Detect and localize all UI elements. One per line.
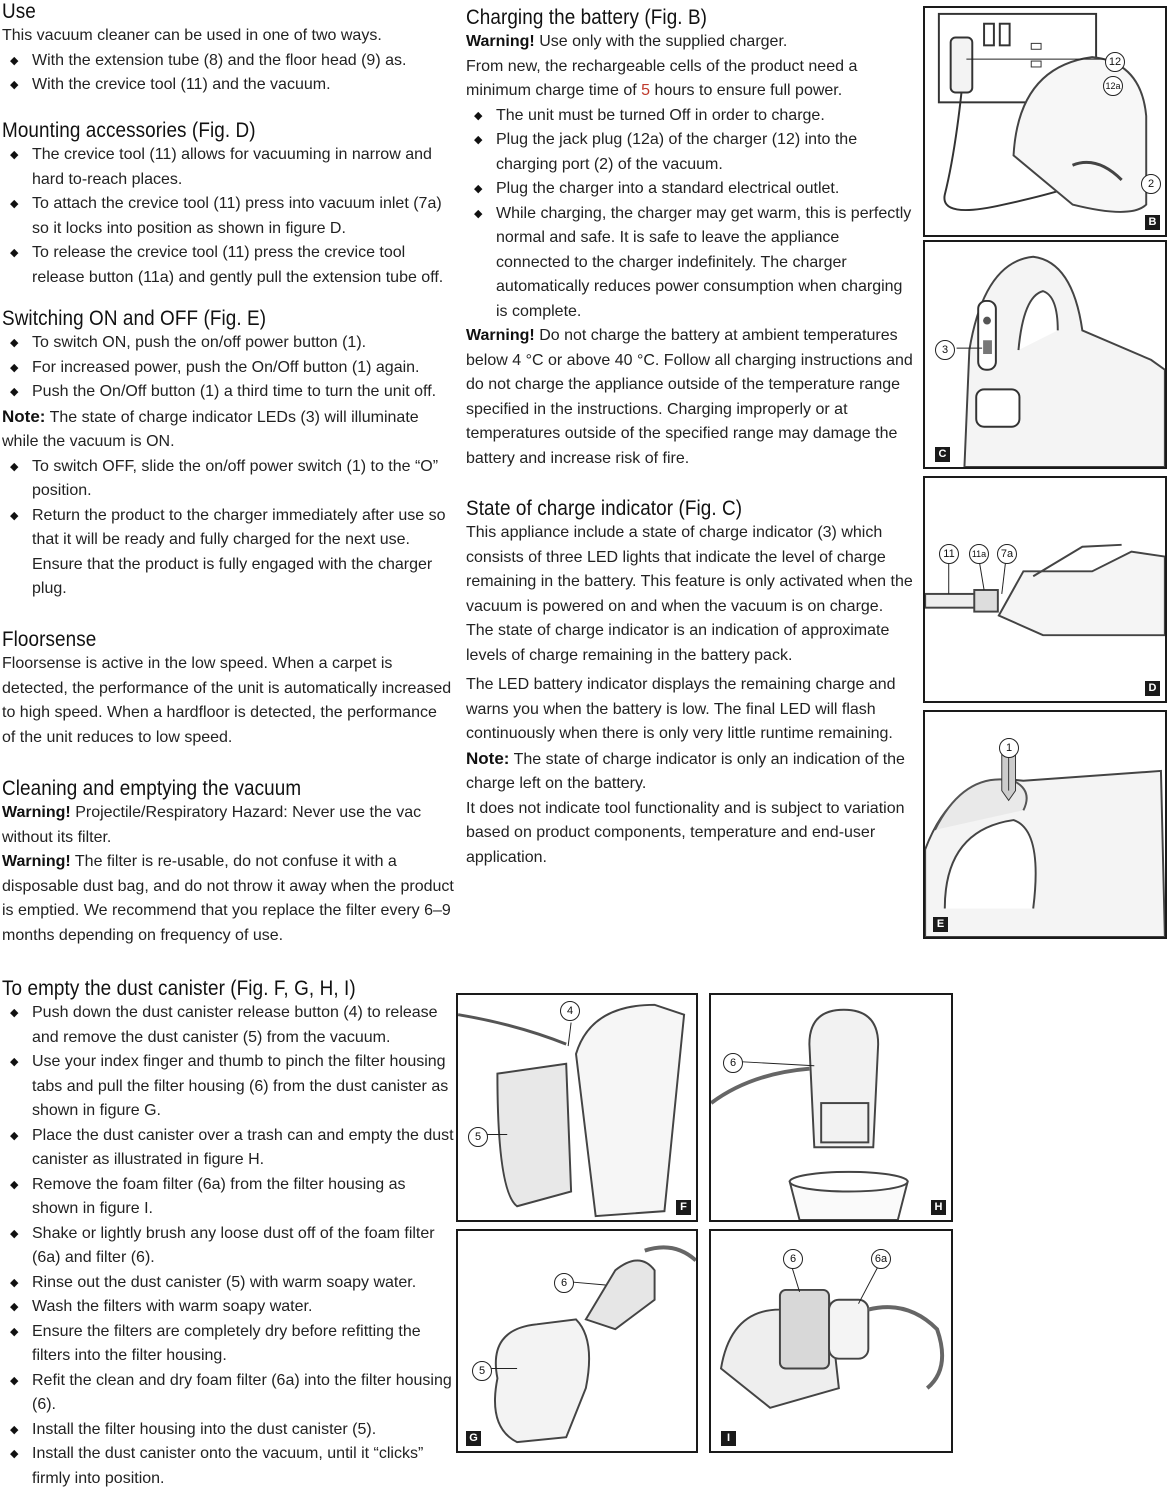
crevice-tool-illustration bbox=[925, 478, 1165, 701]
list-item: ◆ The unit must be turned Off in order to charge. bbox=[466, 104, 916, 129]
empty-list bbox=[2, 1001, 454, 1491]
callout-11a: 11a bbox=[969, 544, 989, 564]
cleaning-section bbox=[2, 777, 454, 948]
list-item: ◆ The crevice tool (11) allows for vacuuming in narrow and hard to-reach places. bbox=[2, 143, 454, 192]
list-item: ◆ To attach the crevice tool (11) press into vacuum inlet (7a) so it locks into position as shown in figure D. bbox=[2, 192, 454, 241]
list-item: ◆ Return the product to the charger immediately after use so that it will be ready and fully charged for the next use. Ensure that the product is fully engaged with the charger plug. bbox=[2, 504, 454, 602]
warning-label: Warning! bbox=[2, 853, 71, 870]
indicator-illustration bbox=[925, 242, 1165, 467]
charging-warning-2 bbox=[466, 324, 916, 471]
switching-section bbox=[2, 307, 454, 602]
list-item: ◆ Plug the charger into a standard electrical outlet. bbox=[466, 177, 916, 202]
indicator-title: State of charge indicator (Fig. C) bbox=[466, 497, 743, 520]
warning-text: Projectile/Respiratory Hazard: Never use the vac without its filter. bbox=[2, 804, 422, 846]
list-item: ◆ Place the dust canister over a trash can and empty the dust canister as illustrated in figure H. bbox=[2, 1124, 454, 1173]
charging-warning bbox=[466, 30, 916, 55]
list-item: ◆ Ensure the filters are completely dry before refitting the filters into the filter housing. bbox=[2, 1320, 454, 1369]
list-item: ◆ With the extension tube (8) and the floor head (9) as. bbox=[2, 49, 454, 74]
callout-7a: 7a bbox=[997, 544, 1017, 564]
foam-filter-illustration bbox=[711, 1231, 951, 1451]
charging-title: Charging the battery (Fig. B) bbox=[466, 6, 708, 29]
switching-list bbox=[2, 331, 454, 405]
list-item: ◆ Remove the foam filter (6a) from the filter housing as shown in figure I. bbox=[2, 1173, 454, 1222]
callout-11: 11 bbox=[939, 544, 959, 564]
indicator-p3: The LED battery indicator displays the remaining charge and warns you when the battery is low. The final LED will flash continuously when there is only very little runtime remaining. bbox=[466, 676, 896, 742]
list-item: ◆ Rinse out the dust canister (5) with warm soapy water. bbox=[2, 1271, 454, 1296]
list-item: ◆ With the crevice tool (11) and the vacuum. bbox=[2, 73, 454, 98]
power-button-illustration bbox=[925, 712, 1165, 937]
switching-list-2 bbox=[2, 455, 454, 602]
figure-label: H bbox=[931, 1200, 946, 1215]
list-item: ◆ For increased power, push the On/Off button (1) again. bbox=[2, 356, 454, 381]
use-section bbox=[2, 0, 454, 98]
figure-label: B bbox=[1145, 215, 1160, 230]
use-title: Use bbox=[2, 0, 36, 23]
callout-6: 6 bbox=[554, 1273, 574, 1293]
callout-1: 1 bbox=[999, 738, 1019, 758]
figure-label: G bbox=[466, 1431, 481, 1446]
charging-list bbox=[466, 104, 916, 325]
list-item: ◆ Use your index finger and thumb to pinch the filter housing tabs and pull the filter housing (6) from the dust canister as shown in figure G. bbox=[2, 1050, 454, 1124]
figure-f bbox=[456, 993, 698, 1222]
list-item: ◆ To release the crevice tool (11) press the crevice tool release button (11a) and gently pull the extension tube off. bbox=[2, 241, 454, 290]
indicator-p2: The state of charge indicator is an indication of approximate levels of charge remaining in the battery pack. bbox=[466, 622, 890, 664]
warning-text: Use only with the supplied charger. bbox=[539, 33, 788, 50]
callout-2: 2 bbox=[1141, 174, 1161, 194]
figure-b bbox=[923, 6, 1167, 237]
figure-label: C bbox=[935, 447, 950, 462]
cleaning-warning-1 bbox=[2, 801, 454, 850]
indicator-p1: This appliance include a state of charge indicator (3) which consists of three LED lights that indicate the level of charge remaining in the battery. This feature is only activated when the vacuum is powered on and when the vacuum is on charge. bbox=[466, 524, 913, 615]
callout-12a: 12a bbox=[1103, 76, 1123, 96]
switching-note bbox=[2, 405, 454, 455]
charging-time bbox=[466, 55, 916, 104]
note-text: The state of charge indicator is only an indication of the charge left on the battery. bbox=[466, 750, 905, 792]
warning-label: Warning! bbox=[466, 327, 535, 344]
warning-text: Do not charge the battery at ambient temperatures below 4 °C or above 40 °C. Follow all charging instructions and do not charge the appliance outside of the temperature range specified in the instructions. Charging improperly or at temperatures outside of the specified range may damage the battery and increase risk of fire. bbox=[466, 327, 913, 467]
list-item: ◆ Refit the clean and dry foam filter (6a) into the filter housing (6). bbox=[2, 1369, 454, 1418]
note-label: Note: bbox=[466, 748, 510, 768]
figure-label: I bbox=[721, 1431, 736, 1446]
list-item: ◆ Shake or lightly brush any loose dust off of the foam filter (6a) and filter (6). bbox=[2, 1222, 454, 1271]
empty-title: To empty the dust canister (Fig. F, G, H, I) bbox=[2, 977, 356, 1000]
list-item: ◆ Install the dust canister onto the vacuum, until it “clicks” firmly into position. bbox=[2, 1442, 454, 1491]
callout-3: 3 bbox=[935, 340, 955, 360]
mounting-section bbox=[2, 119, 454, 290]
cleaning-title: Cleaning and emptying the vacuum bbox=[2, 777, 302, 800]
charge-text-before: From new, the rechargeable cells of the product need a minimum charge time of bbox=[466, 57, 858, 99]
list-item: ◆ Push the On/Off button (1) a third time to turn the unit off. bbox=[2, 380, 454, 405]
callout-5: 5 bbox=[472, 1361, 492, 1381]
figure-c bbox=[923, 240, 1167, 469]
use-list bbox=[2, 49, 454, 98]
floorsense-section bbox=[2, 628, 454, 750]
floorsense-title: Floorsense bbox=[2, 628, 97, 651]
note-text: The state of charge indicator LEDs (3) will illuminate while the vacuum is ON. bbox=[2, 408, 419, 450]
charge-text-after: hours to ensure full power. bbox=[654, 82, 843, 99]
list-item: ◆ Push down the dust canister release button (4) to release and remove the dust canister (5) from the vacuum. bbox=[2, 1001, 454, 1050]
figure-label: D bbox=[1145, 681, 1160, 696]
mounting-list bbox=[2, 143, 454, 290]
empty-canister-illustration bbox=[711, 995, 951, 1220]
figure-d bbox=[923, 476, 1167, 703]
figure-g bbox=[456, 1229, 698, 1453]
list-item: ◆ Install the filter housing into the dust canister (5). bbox=[2, 1418, 454, 1443]
use-intro: This vacuum cleaner can be used in one of two ways. bbox=[2, 27, 382, 44]
figure-label: E bbox=[933, 917, 948, 932]
figure-label: F bbox=[676, 1200, 691, 1215]
figure-i bbox=[709, 1229, 953, 1453]
list-item: ◆ Plug the jack plug (12a) of the charger (12) into the charging port (2) of the vacuum. bbox=[466, 128, 916, 177]
callout-6: 6 bbox=[723, 1053, 743, 1073]
switching-title: Switching ON and OFF (Fig. E) bbox=[2, 307, 267, 330]
floorsense-text: Floorsense is active in the low speed. When a carpet is detected, the performance of the unit is automatically increased to high speed. When a hardfloor is detected, the performance of the unit reduces to low speed. bbox=[2, 655, 452, 746]
charge-hours: 5 bbox=[641, 82, 651, 99]
dust-canister-release-illustration bbox=[458, 995, 696, 1220]
warning-label: Warning! bbox=[466, 33, 535, 50]
empty-section bbox=[2, 977, 454, 1491]
list-item: ◆ To switch ON, push the on/off power button (1). bbox=[2, 331, 454, 356]
figure-e bbox=[923, 710, 1167, 939]
callout-12: 12 bbox=[1105, 52, 1125, 72]
note-label: Note: bbox=[2, 406, 46, 426]
callout-6: 6 bbox=[783, 1249, 803, 1269]
warning-text: The filter is re-usable, do not confuse it with a disposable dust bag, and do not throw it away when the product is emptied. We recommend that you replace the filter every 6–9 months depending on frequency of use. bbox=[2, 853, 454, 944]
charger-illustration bbox=[925, 8, 1165, 235]
warning-label: Warning! bbox=[2, 804, 71, 821]
list-item: ◆ While charging, the charger may get warm, this is perfectly normal and safe. It is safe to leave the appliance connected to the charger indefinitely. The charger automatically reduces power consumption when charging is complete. bbox=[466, 202, 916, 325]
cleaning-warning-2 bbox=[2, 850, 454, 948]
indicator-section bbox=[466, 497, 916, 870]
mounting-title: Mounting accessories (Fig. D) bbox=[2, 119, 256, 142]
callout-5: 5 bbox=[468, 1127, 488, 1147]
indicator-p4: It does not indicate tool functionality and is subject to variation based on product components, temperature and end-user application. bbox=[466, 799, 905, 866]
list-item: ◆ Wash the filters with warm soapy water. bbox=[2, 1295, 454, 1320]
filter-housing-illustration bbox=[458, 1231, 696, 1451]
callout-6a: 6a bbox=[871, 1249, 891, 1269]
figure-h bbox=[709, 993, 953, 1222]
indicator-note bbox=[466, 747, 916, 797]
charging-section bbox=[466, 6, 916, 471]
callout-4: 4 bbox=[560, 1001, 580, 1021]
list-item: ◆ To switch OFF, slide the on/off power switch (1) to the “O” position. bbox=[2, 455, 454, 504]
